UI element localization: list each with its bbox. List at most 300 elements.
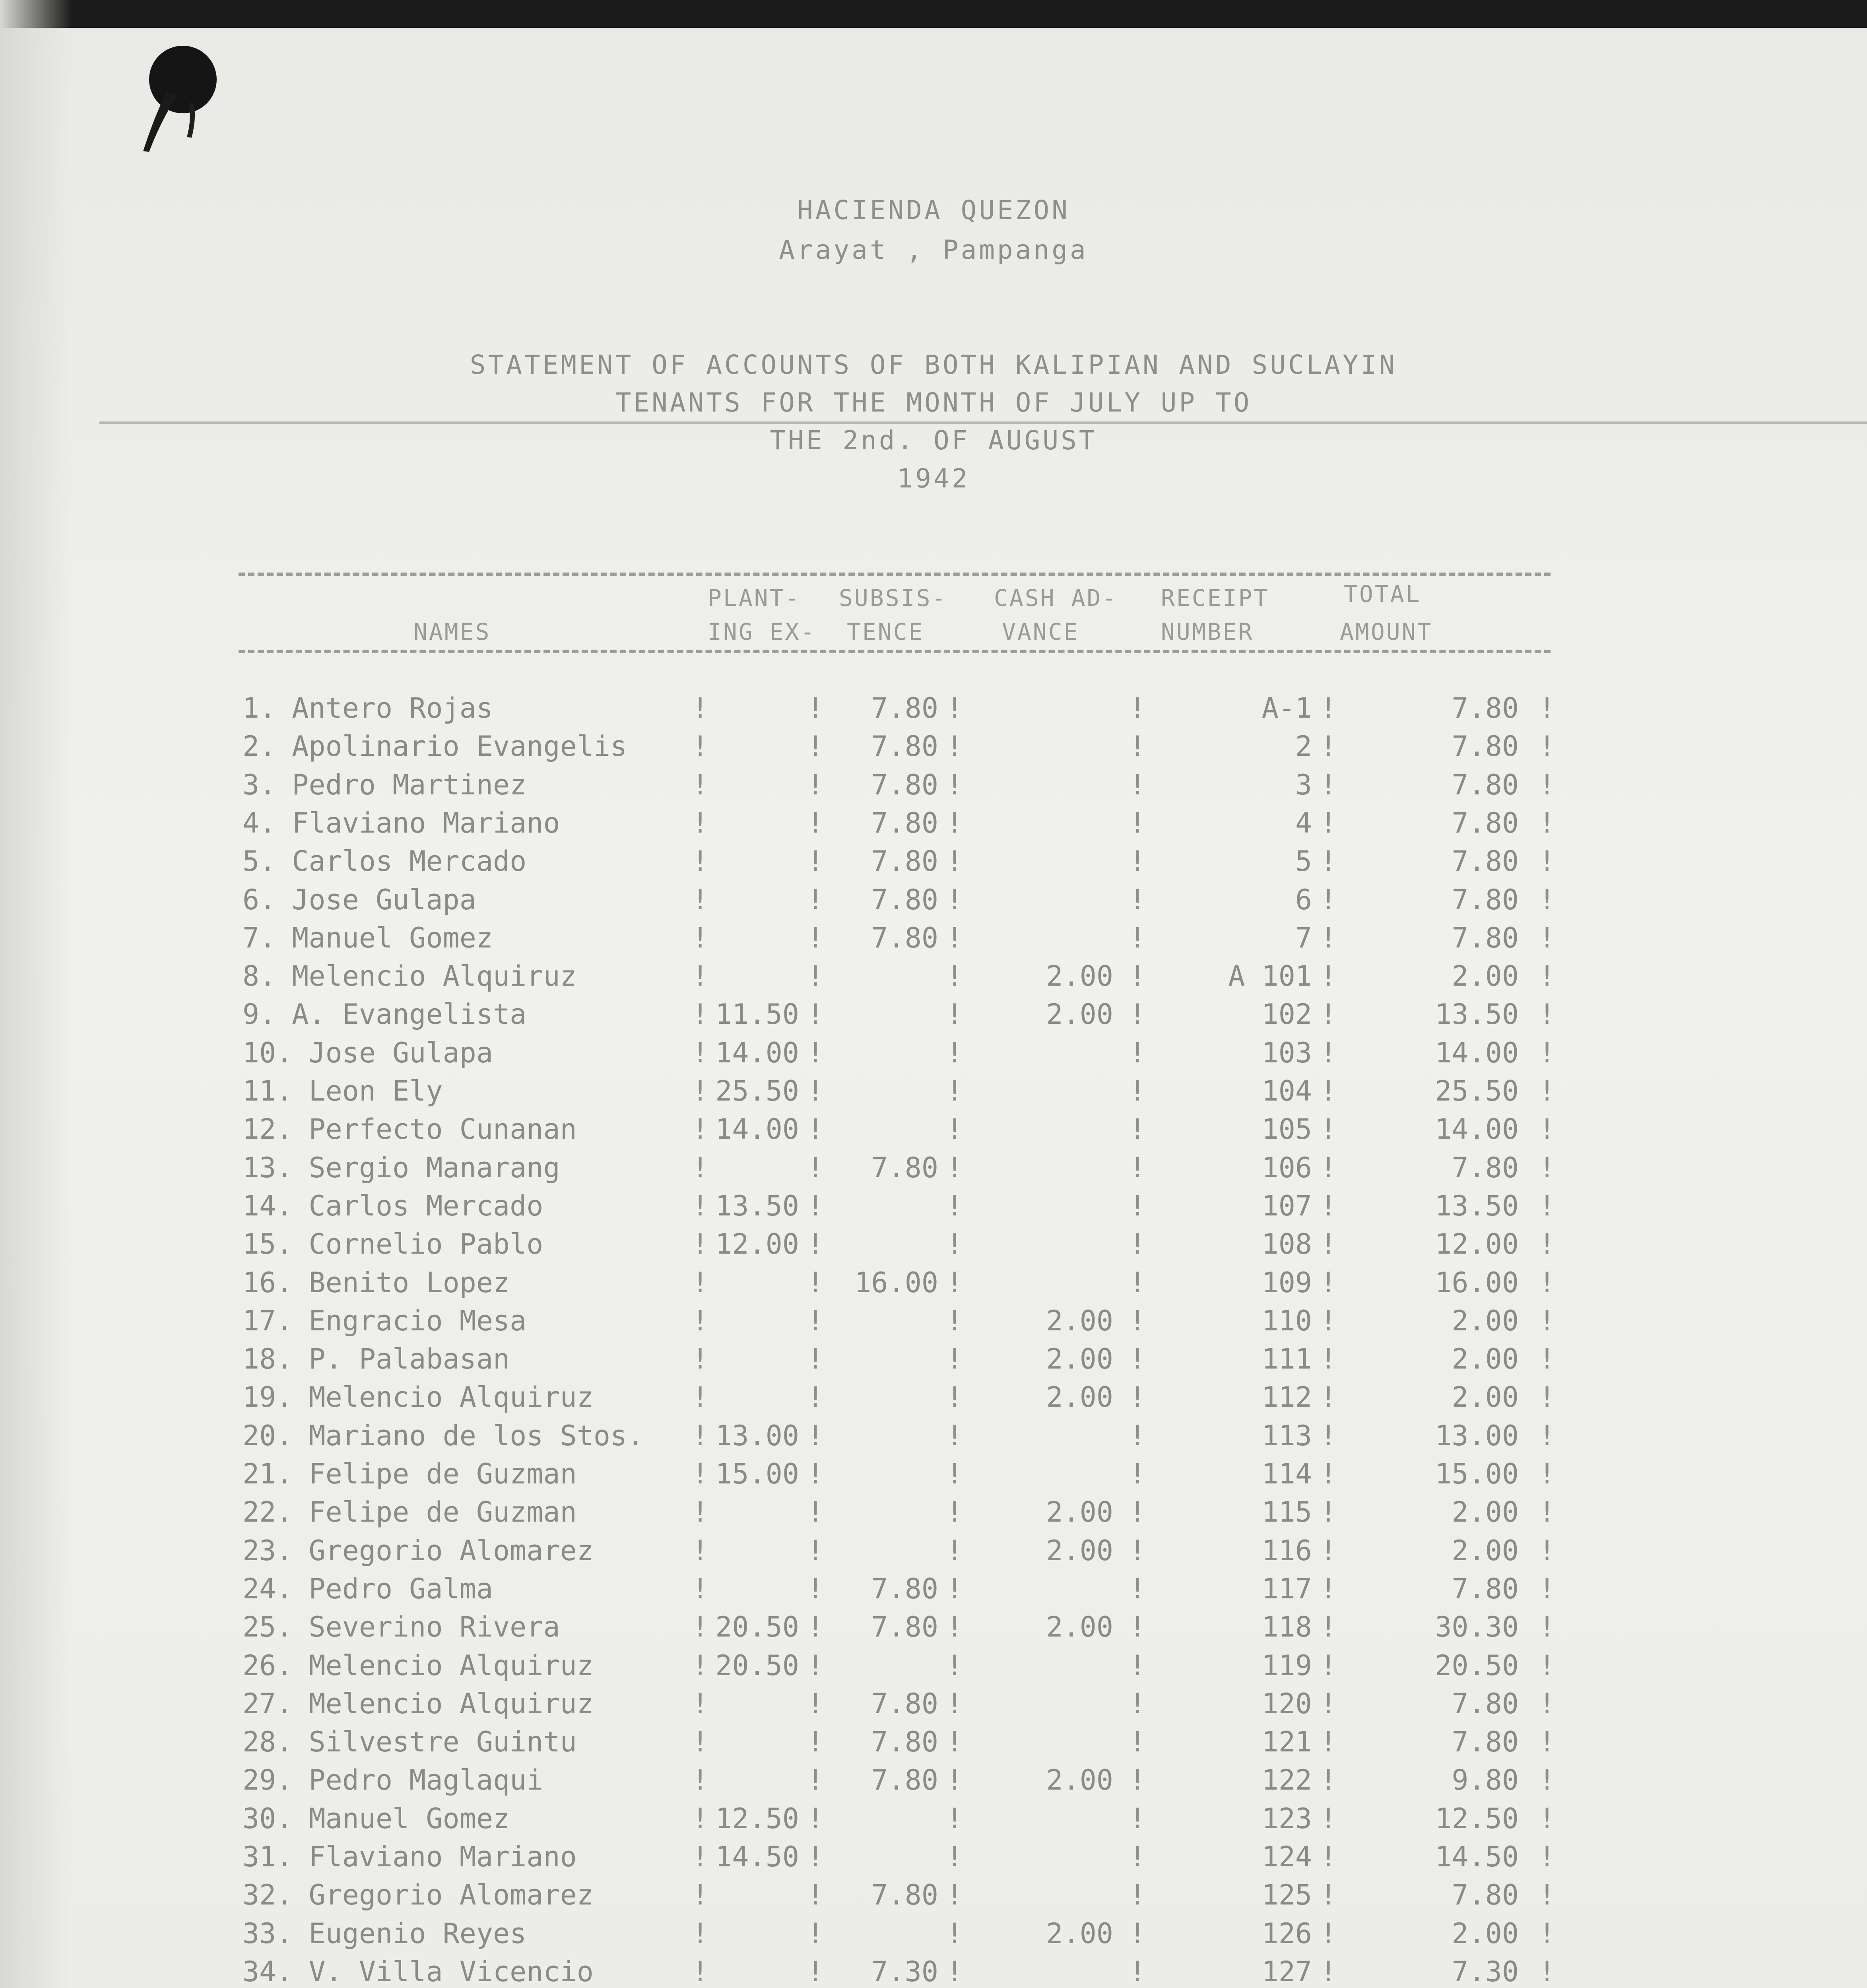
column-separator: ! xyxy=(1320,1534,1337,1567)
row-name xyxy=(243,845,526,878)
row-number: 12. xyxy=(243,1113,293,1145)
column-separator: ! xyxy=(1320,1764,1337,1796)
row-number: 18. xyxy=(243,1343,293,1375)
table-row xyxy=(0,1649,1867,1687)
column-separator: ! xyxy=(946,1113,963,1145)
table-row xyxy=(0,1075,1867,1113)
table-row xyxy=(0,1534,1867,1573)
column-separator: ! xyxy=(1129,922,1146,954)
row-tenant-name: Melencio Alquiruz xyxy=(309,1687,594,1720)
table-row xyxy=(0,1419,1867,1458)
column-separator: ! xyxy=(807,1266,824,1299)
col-receipt-1: RECEIPT xyxy=(1161,584,1269,612)
row-name xyxy=(243,1534,594,1567)
table-row xyxy=(0,960,1867,998)
column-separator: ! xyxy=(692,692,709,724)
row-number: 26. xyxy=(243,1649,293,1682)
column-separator: ! xyxy=(1320,883,1337,916)
column-separator: ! xyxy=(807,1649,824,1682)
column-separator: ! xyxy=(692,1113,709,1145)
row-number: 14. xyxy=(243,1190,293,1222)
row-subsistence: 7.80 xyxy=(871,1726,938,1758)
row-receipt: A-1 xyxy=(1261,692,1312,724)
column-separator: ! xyxy=(807,1917,824,1950)
column-separator: ! xyxy=(1320,1419,1337,1452)
table-row xyxy=(0,1802,1867,1840)
column-separator: ! xyxy=(692,1955,709,1988)
row-name xyxy=(243,1228,543,1260)
column-separator: ! xyxy=(1320,1879,1337,1911)
row-receipt: 102 xyxy=(1261,998,1312,1031)
row-total: 9.80 xyxy=(1452,1764,1519,1796)
column-separator: ! xyxy=(946,1458,963,1490)
column-separator: ! xyxy=(1320,1190,1337,1222)
row-receipt: 113 xyxy=(1261,1419,1312,1452)
column-separator: ! xyxy=(1320,1381,1337,1413)
column-separator: ! xyxy=(1320,1802,1337,1835)
column-separator: ! xyxy=(946,1687,963,1720)
column-separator: ! xyxy=(1129,1764,1146,1796)
row-tenant-name: Eugenio Reyes xyxy=(309,1917,527,1950)
row-cash-advance: 2.00 xyxy=(1046,1343,1113,1375)
column-separator: ! xyxy=(946,845,963,878)
column-separator: ! xyxy=(692,998,709,1031)
row-total: 14.00 xyxy=(1435,1037,1519,1069)
row-name xyxy=(243,1305,526,1337)
row-cash-advance: 2.00 xyxy=(1046,1611,1113,1643)
table-row xyxy=(0,769,1867,807)
row-receipt: 108 xyxy=(1261,1228,1312,1260)
row-tenant-name: Melencio Alquiruz xyxy=(309,1649,594,1682)
table-row xyxy=(0,1496,1867,1534)
column-separator: ! xyxy=(692,960,709,992)
column-separator: ! xyxy=(1539,1266,1556,1299)
row-name xyxy=(243,1764,543,1796)
row-tenant-name: Carlos Mercado xyxy=(309,1190,543,1222)
row-tenant-name: Flaviano Mariano xyxy=(309,1840,577,1873)
row-name xyxy=(243,1458,577,1490)
row-name xyxy=(243,960,577,992)
row-receipt: 104 xyxy=(1261,1075,1312,1107)
row-total: 12.00 xyxy=(1435,1228,1519,1260)
row-tenant-name: Sergio Manarang xyxy=(309,1151,560,1184)
row-planting: 11.50 xyxy=(715,998,799,1031)
row-receipt: 116 xyxy=(1261,1534,1312,1567)
row-name xyxy=(243,883,476,916)
column-separator: ! xyxy=(1320,1305,1337,1337)
row-receipt: 119 xyxy=(1261,1649,1312,1682)
row-total: 20.50 xyxy=(1435,1649,1519,1682)
row-subsistence: 7.80 xyxy=(871,730,938,763)
column-separator: ! xyxy=(1539,960,1556,992)
column-separator: ! xyxy=(946,922,963,954)
row-cash-advance: 2.00 xyxy=(1046,998,1113,1031)
row-number: 19. xyxy=(243,1381,293,1413)
col-subsistence-1: SUBSIS- xyxy=(839,584,947,612)
row-receipt: 117 xyxy=(1261,1573,1312,1605)
row-number: 22. xyxy=(243,1496,293,1528)
column-separator: ! xyxy=(807,692,824,724)
column-separator: ! xyxy=(1320,1151,1337,1184)
row-total: 2.00 xyxy=(1452,1917,1519,1950)
column-separator: ! xyxy=(1539,1534,1556,1567)
row-planting: 14.00 xyxy=(715,1113,799,1145)
column-separator: ! xyxy=(692,883,709,916)
column-separator: ! xyxy=(807,1151,824,1184)
row-number: 9. xyxy=(243,998,276,1031)
column-separator: ! xyxy=(1539,1419,1556,1452)
column-separator: ! xyxy=(807,730,824,763)
column-separator: ! xyxy=(807,1381,824,1413)
row-tenant-name: A. Evangelista xyxy=(292,998,527,1031)
column-separator: ! xyxy=(946,1573,963,1605)
column-separator: ! xyxy=(692,1573,709,1605)
column-separator: ! xyxy=(807,807,824,839)
column-separator: ! xyxy=(1539,845,1556,878)
table-row xyxy=(0,1228,1867,1266)
row-total: 12.50 xyxy=(1435,1802,1519,1835)
table-row xyxy=(0,1573,1867,1611)
row-total: 25.50 xyxy=(1435,1075,1519,1107)
column-separator: ! xyxy=(1129,1381,1146,1413)
column-separator: ! xyxy=(946,1190,963,1222)
row-name xyxy=(243,769,526,801)
row-name xyxy=(243,1840,577,1873)
column-separator: ! xyxy=(692,1266,709,1299)
table-row xyxy=(0,1190,1867,1228)
column-separator: ! xyxy=(946,692,963,724)
row-total: 7.80 xyxy=(1452,1151,1519,1184)
column-separator: ! xyxy=(1539,1458,1556,1490)
column-separator: ! xyxy=(1539,1687,1556,1720)
column-separator: ! xyxy=(1129,1266,1146,1299)
column-separator: ! xyxy=(1129,845,1146,878)
column-separator: ! xyxy=(1129,1802,1146,1835)
table-row xyxy=(0,1726,1867,1764)
row-subsistence: 7.80 xyxy=(871,807,938,839)
column-separator: ! xyxy=(1129,998,1146,1031)
statement-title xyxy=(0,346,1867,459)
row-name xyxy=(243,1611,560,1643)
column-separator: ! xyxy=(692,769,709,801)
column-separator: ! xyxy=(692,1381,709,1413)
column-separator: ! xyxy=(692,1190,709,1222)
column-separator: ! xyxy=(692,1917,709,1950)
title-line-1: STATEMENT OF ACCOUNTS OF BOTH KALIPIAN AND SUCLAYIN xyxy=(470,349,1397,380)
row-receipt: 112 xyxy=(1261,1381,1312,1413)
row-number: 4. xyxy=(243,807,276,839)
table-row xyxy=(0,1917,1867,1955)
column-separator: ! xyxy=(1320,1266,1337,1299)
column-separator: ! xyxy=(692,1687,709,1720)
column-separator: ! xyxy=(1320,1343,1337,1375)
column-separator: ! xyxy=(1539,1228,1556,1260)
row-tenant-name: Gregorio Alomarez xyxy=(309,1879,594,1911)
row-total: 2.00 xyxy=(1452,1305,1519,1337)
row-receipt: 115 xyxy=(1261,1496,1312,1528)
row-receipt: 7 xyxy=(1295,922,1312,954)
row-name xyxy=(243,922,493,954)
column-separator: ! xyxy=(1129,1075,1146,1107)
column-separator: ! xyxy=(807,1573,824,1605)
row-number: 6. xyxy=(243,883,276,916)
column-separator: ! xyxy=(807,1534,824,1567)
row-receipt: 5 xyxy=(1295,845,1312,878)
column-separator: ! xyxy=(1539,1305,1556,1337)
row-receipt: 109 xyxy=(1261,1266,1312,1299)
column-separator: ! xyxy=(1539,807,1556,839)
row-number: 25. xyxy=(243,1611,293,1643)
row-subsistence: 7.80 xyxy=(871,1879,938,1911)
column-separator: ! xyxy=(807,1726,824,1758)
table-row xyxy=(0,1113,1867,1151)
column-separator: ! xyxy=(807,960,824,992)
row-subsistence: 16.00 xyxy=(854,1266,938,1299)
row-number: 10. xyxy=(243,1037,293,1069)
column-separator: ! xyxy=(1320,1458,1337,1490)
column-separator: ! xyxy=(946,1726,963,1758)
row-planting: 25.50 xyxy=(715,1075,799,1107)
column-separator: ! xyxy=(1320,692,1337,724)
column-separator: ! xyxy=(1539,1113,1556,1145)
column-separator: ! xyxy=(1539,1840,1556,1873)
column-separator: ! xyxy=(1129,769,1146,801)
column-separator: ! xyxy=(692,1419,709,1452)
row-name xyxy=(243,1573,493,1605)
row-name xyxy=(243,1113,577,1145)
column-separator: ! xyxy=(1320,730,1337,763)
row-receipt: 127 xyxy=(1261,1955,1312,1988)
row-total: 7.80 xyxy=(1452,845,1519,878)
row-tenant-name: Pedro Galma xyxy=(309,1573,493,1605)
col-cash-advance-1: CASH AD- xyxy=(994,584,1118,612)
column-separator: ! xyxy=(1129,692,1146,724)
column-separator: ! xyxy=(1129,1343,1146,1375)
column-separator: ! xyxy=(946,883,963,916)
column-separator: ! xyxy=(692,1305,709,1337)
row-subsistence: 7.80 xyxy=(871,1611,938,1643)
column-separator: ! xyxy=(692,1611,709,1643)
row-tenant-name: Jose Gulapa xyxy=(292,883,476,916)
column-separator: ! xyxy=(1539,769,1556,801)
row-name xyxy=(243,1496,577,1528)
column-separator: ! xyxy=(1539,1611,1556,1643)
column-separator: ! xyxy=(1320,922,1337,954)
row-total: 2.00 xyxy=(1452,1534,1519,1567)
column-separator: ! xyxy=(1320,1917,1337,1950)
column-separator: ! xyxy=(1129,1534,1146,1567)
row-name xyxy=(243,1802,510,1835)
row-tenant-name: V. Villa Vicencio xyxy=(309,1955,594,1988)
column-separator: ! xyxy=(1539,730,1556,763)
title-line-2: TENANTS FOR THE MONTH OF JULY UP TO xyxy=(615,387,1252,418)
row-subsistence: 7.30 xyxy=(871,1955,938,1988)
column-separator: ! xyxy=(692,1075,709,1107)
col-total-1: TOTAL xyxy=(1344,580,1421,608)
row-name xyxy=(243,1955,594,1988)
col-cash-advance-2: VANCE xyxy=(1002,618,1079,645)
row-planting: 13.50 xyxy=(715,1190,799,1222)
column-separator: ! xyxy=(946,1917,963,1950)
column-separator: ! xyxy=(807,1879,824,1911)
table-row xyxy=(0,1879,1867,1917)
row-tenant-name: Pedro Martinez xyxy=(292,769,527,801)
column-separator: ! xyxy=(1539,1496,1556,1528)
row-number: 24. xyxy=(243,1573,293,1605)
column-separator: ! xyxy=(1320,807,1337,839)
row-name xyxy=(243,1726,577,1758)
row-total: 7.80 xyxy=(1452,883,1519,916)
row-total: 7.80 xyxy=(1452,692,1519,724)
column-separator: ! xyxy=(807,1458,824,1490)
column-separator: ! xyxy=(692,1879,709,1911)
row-cash-advance: 2.00 xyxy=(1046,960,1113,992)
estate-location: Arayat , Pampanga xyxy=(779,235,1088,265)
row-receipt: 110 xyxy=(1261,1305,1312,1337)
row-planting: 15.00 xyxy=(715,1458,799,1490)
row-total: 16.00 xyxy=(1435,1266,1519,1299)
column-separator: ! xyxy=(692,1802,709,1835)
column-separator: ! xyxy=(1539,1917,1556,1950)
row-name xyxy=(243,1151,560,1184)
row-name xyxy=(243,1649,594,1682)
row-subsistence: 7.80 xyxy=(871,769,938,801)
row-name xyxy=(243,1419,644,1452)
column-separator: ! xyxy=(1539,998,1556,1031)
table-row xyxy=(0,883,1867,922)
table-row xyxy=(0,692,1867,730)
column-separator: ! xyxy=(807,1343,824,1375)
column-separator: ! xyxy=(1539,1190,1556,1222)
column-separator: ! xyxy=(1129,1496,1146,1528)
column-separator: ! xyxy=(692,1726,709,1758)
column-separator: ! xyxy=(946,807,963,839)
row-receipt: 126 xyxy=(1261,1917,1312,1950)
column-separator: ! xyxy=(946,1955,963,1988)
column-separator: ! xyxy=(1320,1687,1337,1720)
row-tenant-name: Felipe de Guzman xyxy=(309,1458,577,1490)
column-separator: ! xyxy=(1129,1687,1146,1720)
column-separator: ! xyxy=(692,730,709,763)
row-name xyxy=(243,692,493,724)
column-separator: ! xyxy=(1129,1190,1146,1222)
column-separator: ! xyxy=(692,1496,709,1528)
row-receipt: 103 xyxy=(1261,1037,1312,1069)
row-total: 30.30 xyxy=(1435,1611,1519,1643)
row-name xyxy=(243,1879,594,1911)
row-number: 21. xyxy=(243,1458,293,1490)
column-separator: ! xyxy=(1129,807,1146,839)
column-separator: ! xyxy=(692,845,709,878)
row-tenant-name: Melencio Alquiruz xyxy=(292,960,577,992)
row-number: 27. xyxy=(243,1687,293,1720)
column-separator: ! xyxy=(807,1764,824,1796)
row-receipt: A 101 xyxy=(1228,960,1312,992)
column-separator: ! xyxy=(1320,1573,1337,1605)
row-number: 3. xyxy=(243,769,276,801)
row-tenant-name: Pedro Maglaqui xyxy=(309,1764,543,1796)
row-total: 7.80 xyxy=(1452,1573,1519,1605)
column-separator: ! xyxy=(1539,1573,1556,1605)
table-top-rule xyxy=(239,573,1551,576)
column-separator: ! xyxy=(807,1113,824,1145)
column-separator: ! xyxy=(1129,1151,1146,1184)
column-separator: ! xyxy=(1539,1649,1556,1682)
column-separator: ! xyxy=(946,1228,963,1260)
column-separator: ! xyxy=(1539,1879,1556,1911)
row-tenant-name: Carlos Mercado xyxy=(292,845,527,878)
row-tenant-name: Antero Rojas xyxy=(292,692,493,724)
column-separator: ! xyxy=(946,1649,963,1682)
column-separator: ! xyxy=(1320,998,1337,1031)
row-receipt: 123 xyxy=(1261,1802,1312,1835)
column-separator: ! xyxy=(946,1343,963,1375)
row-tenant-name: Felipe de Guzman xyxy=(309,1496,577,1528)
row-number: 2. xyxy=(243,730,276,763)
column-separator: ! xyxy=(946,1611,963,1643)
row-number: 29. xyxy=(243,1764,293,1796)
row-receipt: 106 xyxy=(1261,1151,1312,1184)
column-separator: ! xyxy=(946,769,963,801)
column-separator: ! xyxy=(692,1534,709,1567)
row-receipt: 4 xyxy=(1295,807,1312,839)
column-separator: ! xyxy=(1129,1955,1146,1988)
row-receipt: 3 xyxy=(1295,769,1312,801)
column-separator: ! xyxy=(692,1840,709,1873)
column-separator: ! xyxy=(1539,883,1556,916)
table-row xyxy=(0,730,1867,768)
column-separator: ! xyxy=(1129,1305,1146,1337)
column-separator: ! xyxy=(1539,1037,1556,1069)
row-receipt: 121 xyxy=(1261,1726,1312,1758)
column-separator: ! xyxy=(946,1151,963,1184)
table-row xyxy=(0,1037,1867,1075)
row-subsistence: 7.80 xyxy=(871,922,938,954)
table-row xyxy=(0,845,1867,883)
row-tenant-name: Mariano de los Stos. xyxy=(309,1419,644,1452)
row-total: 2.00 xyxy=(1452,1496,1519,1528)
row-cash-advance: 2.00 xyxy=(1046,1764,1113,1796)
row-planting: 14.50 xyxy=(715,1840,799,1873)
table-row xyxy=(0,922,1867,960)
row-name xyxy=(243,1075,443,1107)
column-separator: ! xyxy=(1129,1840,1146,1873)
row-tenant-name: Manuel Gomez xyxy=(309,1802,510,1835)
row-planting: 13.00 xyxy=(715,1419,799,1452)
column-separator: ! xyxy=(946,1840,963,1873)
row-subsistence: 7.80 xyxy=(871,883,938,916)
row-tenant-name: Perfecto Cunanan xyxy=(309,1113,577,1145)
row-number: 11. xyxy=(243,1075,293,1107)
table-row xyxy=(0,1687,1867,1726)
column-separator: ! xyxy=(946,998,963,1031)
column-separator: ! xyxy=(807,998,824,1031)
row-planting: 20.50 xyxy=(715,1611,799,1643)
row-number: 28. xyxy=(243,1726,293,1758)
table-row xyxy=(0,1151,1867,1190)
column-separator: ! xyxy=(1539,1381,1556,1413)
column-separator: ! xyxy=(1320,1228,1337,1260)
row-cash-advance: 2.00 xyxy=(1046,1496,1113,1528)
row-planting: 12.00 xyxy=(715,1228,799,1260)
table-row xyxy=(0,1764,1867,1802)
estate-name: HACIENDA QUEZON xyxy=(797,195,1070,225)
table-row xyxy=(0,1458,1867,1496)
column-separator: ! xyxy=(1539,692,1556,724)
row-subsistence: 7.80 xyxy=(871,1573,938,1605)
column-separator: ! xyxy=(807,1075,824,1107)
row-cash-advance: 2.00 xyxy=(1046,1917,1113,1950)
